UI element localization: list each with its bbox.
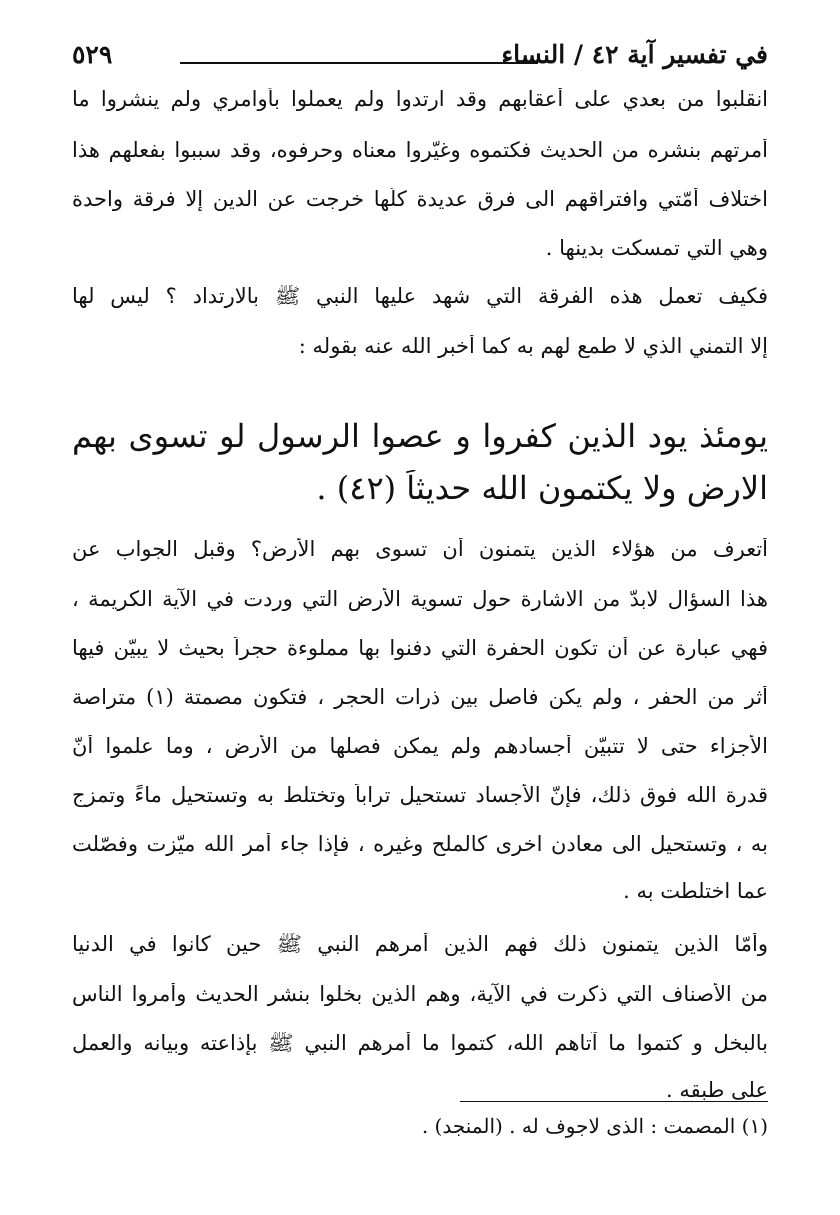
text-line: فهي عبارة عن أن تكون الحفرة التي دفنوا بها مملوءة حجراً بحيث لا يبيّن فيها	[72, 637, 768, 660]
page-number: ٥٢٩	[72, 40, 113, 69]
text-line: أثر من الحفر ، ولم يكن فاصل بين ذرات الحجر ، فتكون مصمتة (١) متراصة	[72, 686, 768, 709]
text-line: بالبخل و كتموا ما آتاهم الله، كتموا ما أمرهم النبي ﷺ بإذاعته وبيانه والعمل	[72, 1032, 768, 1055]
quran-verse-line: الارض ولا يكتمون الله حديثاً (٤٢) .	[316, 470, 768, 507]
text-line: إلا التمني الذي لا طمع لهم به كما أخبر الله عنه بقوله :	[298, 335, 768, 358]
text-line: هذا السؤال لابدّ من الاشارة حول تسوية الأرض التي وردت في الآية الكريمة ،	[72, 588, 768, 611]
text-line: وأمّا الذين يتمنون ذلك فهم الذين أمرهم النبي ﷺ حين كانوا في الدنيا	[72, 933, 768, 956]
text-line: اختلاف أمّتي وافتراقهم الى فرق عديدة كلّها خرجت عن الدين إلا فرقة واحدة	[72, 188, 768, 211]
text-line: أتعرف من هؤلاء الذين يتمنون أن تسوى بهم الأرض؟ وقبل الجواب عن	[72, 538, 768, 561]
header-title: في تفسير آية ٤٢ / النساء	[501, 40, 768, 69]
text-line: فكيف تعمل هذه الفرقة التي شهد عليها النبي ﷺ بالارتداد ؟ ليس لها	[72, 285, 768, 308]
text-line: به ، وتستحيل الى معادن اخرى كالملح وغيره ، فإذا جاء أمر الله ميّزت وفصّلت	[72, 833, 768, 856]
footnote: (١) المصمت : الذى لاجوف له . (المنجد) .	[421, 1114, 768, 1138]
text-line: أمرتهم بنشره من الحديث فكتموه وغيّروا معناه وحرفوه، وقد سببوا بفعلهم هذا	[72, 139, 768, 162]
text-line: الأجزاء حتى لا تتبيّن أجسادهم ولم يمكن فصلها من الأرض ، وما علموا أنّ	[72, 735, 768, 758]
text-line: قدرة الله فوق ذلك، فإنّ الأجساد تستحيل تراباً وتختلط به وتستحيل ماءً وتمزج	[72, 784, 768, 807]
text-line: انقلبوا من بعدي على أعقابهم وقد ارتدوا ولم يعملوا بأوامري ولم ينشروا ما	[72, 88, 768, 111]
header-rule	[180, 62, 538, 64]
footnote-rule	[460, 1101, 768, 1102]
text-line: من الأصناف التي ذكرت في الآية، وهم الذين بخلوا بنشر الحديث وأمروا الناس	[72, 983, 768, 1006]
text-line: وهي التي تمسكت بدينها .	[545, 237, 768, 260]
quran-verse-line: يومئذ يود الذين كفروا و عصوا الرسول لو تسوى بهم	[72, 418, 768, 455]
running-header	[72, 40, 768, 80]
text-line: عما اختلطت به .	[623, 880, 768, 903]
text-line: على طبقه .	[666, 1079, 768, 1102]
